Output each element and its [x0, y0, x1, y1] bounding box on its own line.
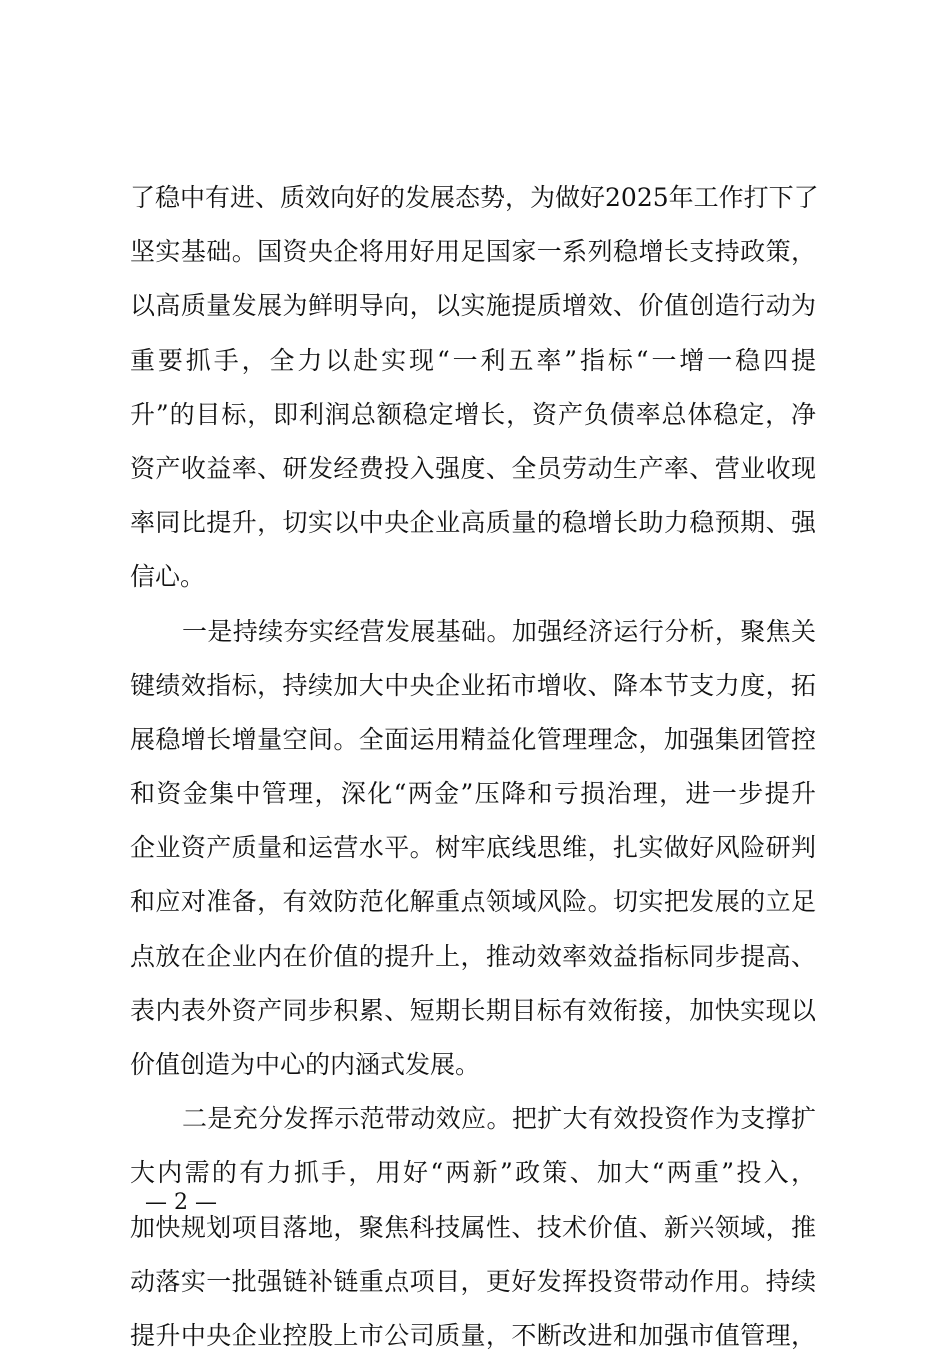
text-line: 以高质量发展为鲜明导向，以实施提质增效、价值创造行动为 — [130, 291, 816, 321]
text-line: 和资金集中管理，深化“两金”压降和亏损治理，进一步提升 — [130, 779, 816, 809]
text-line: 点放在企业内在价值的提升上，推动效率效益指标同步提高、 — [130, 941, 816, 971]
text-line: 一是持续夯实经营发展基础。加强经济运行分析，聚焦关 — [182, 616, 816, 646]
text-line: 动落实一批强链补链重点项目，更好发挥投资带动作用。持续 — [130, 1266, 816, 1296]
text-line: 率同比提升，切实以中央企业高质量的稳增长助力稳预期、强 — [130, 508, 816, 538]
text-line: 键绩效指标，持续加大中央企业拓市增收、降本节支力度，拓 — [130, 670, 816, 700]
text-line: 展稳增长增量空间。全面运用精益化管理理念，加强集团管控 — [130, 724, 816, 754]
text-line: 和应对准备，有效防范化解重点领域风险。切实把发展的立足 — [130, 887, 816, 917]
text-line: 表内表外资产同步积累、短期长期目标有效衔接，加快实现以 — [130, 995, 816, 1025]
text-line: 企业资产质量和运营水平。树牢底线思维，扎实做好风险研判 — [130, 833, 816, 863]
paragraph-point-one — [130, 605, 816, 1093]
page-number: — 2 — — [145, 1190, 217, 1215]
text-line: 价值创造为中心的内涵式发展。 — [130, 1050, 481, 1079]
paragraph-intro — [130, 171, 819, 605]
document-body — [130, 171, 819, 1363]
text-line: 信心。 — [130, 562, 206, 592]
text-line: 了稳中有进、质效向好的发展态势，为做好2025年工作打下了 — [130, 183, 819, 212]
text-line: 提升中央企业控股上市公司质量，不断改进和加强市值管理， — [130, 1320, 816, 1350]
text-line: 升”的目标，即利润总额稳定增长，资产负债率总体稳定，净 — [130, 399, 816, 429]
text-line: 资产收益率、研发经费投入强度、全员劳动生产率、营业收现 — [130, 453, 816, 483]
text-line: 大内需的有力抓手，用好“两新”政策、加大“两重”投入， — [130, 1158, 816, 1188]
paragraph-point-two — [130, 1092, 816, 1363]
text-line: 二是充分发挥示范带动效应。把扩大有效投资作为支撑扩 — [182, 1104, 816, 1134]
text-line: 加快规划项目落地，聚焦科技属性、技术价值、新兴领域，推 — [130, 1212, 816, 1242]
text-line: 坚实基础。国资央企将用好用足国家一系列稳增长支持政策， — [130, 237, 816, 267]
text-line: 重要抓手，全力以赴实现“一利五率”指标“一增一稳四提 — [130, 345, 816, 375]
